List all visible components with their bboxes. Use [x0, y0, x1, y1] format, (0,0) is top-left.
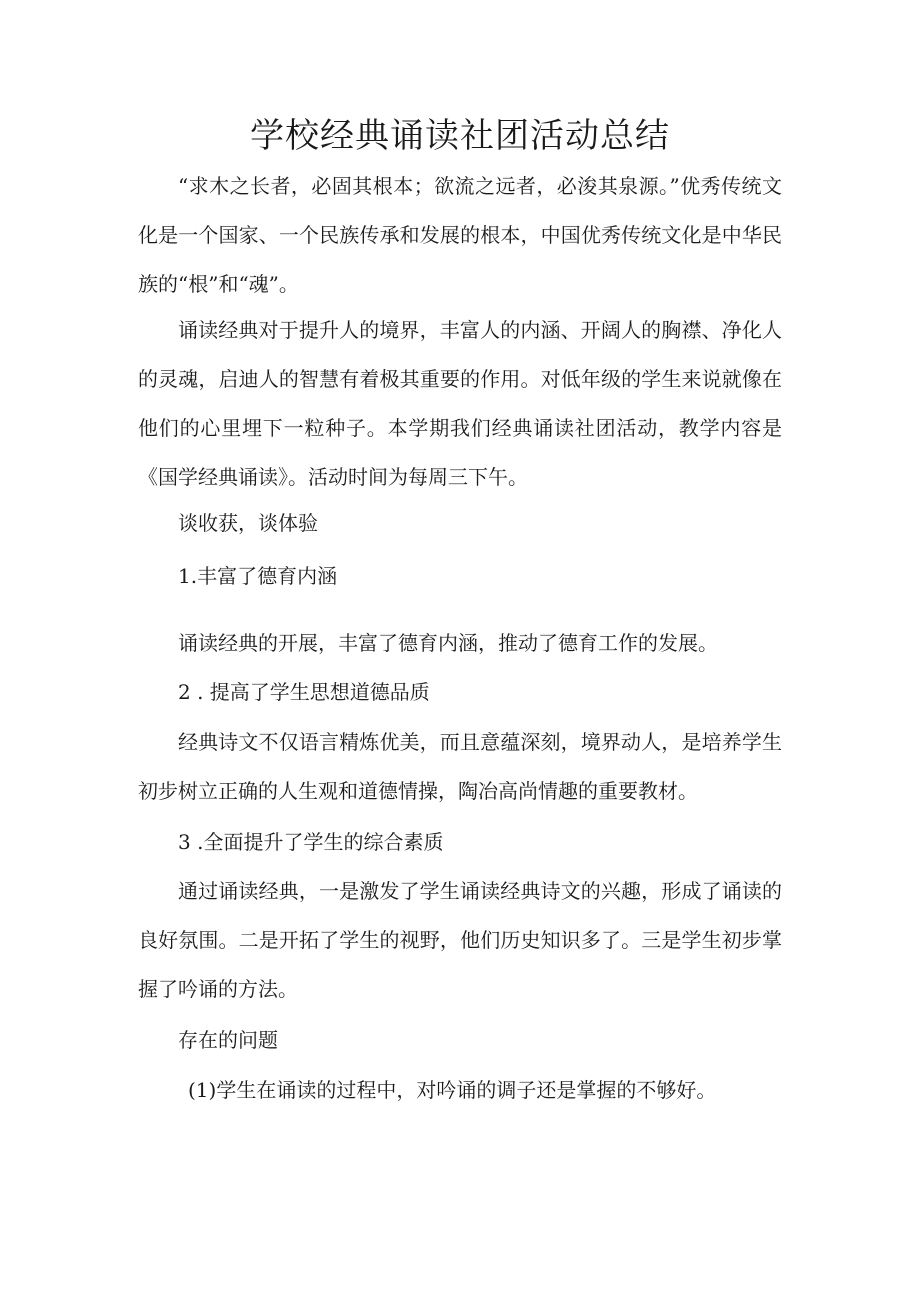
significance-paragraph: 诵读经典对于提升人的境界，丰富人的内涵、开阔人的胸襟、净化人的灵魂，启迪人的智慧有着极其重要的作用。对低年级的学生来说就像在他们的心里埋下一粒种子。本学期我们经典诵读社团活动，教学内容是《国学经典诵读》。活动时间为每周三下午。 — [138, 318, 782, 489]
section-problems-heading: 存在的问题 — [178, 1028, 278, 1052]
problem1-item: (1)学生在诵读的过程中，对吟诵的调子还是掌握的不够好。 — [188, 1078, 717, 1102]
item1-heading: 1.丰富了德育内涵 — [178, 564, 338, 588]
intro-quote-paragraph: “求木之长者，必固其根本；欲流之远者，必浚其泉源。”优秀传统文化是一个国家、一个民族传承和发展的根本，中国优秀传统文化是中华民族的“根”和“魂”。 — [138, 174, 782, 296]
item2-heading: 2 . 提高了学生思想道德品质 — [178, 680, 430, 704]
item3-body: 通过诵读经典，一是激发了学生诵读经典诗文的兴趣，形成了诵读的良好氛围。二是开拓了学生的视野，他们历史知识多了。三是学生初步掌握了吟诵的方法。 — [138, 879, 782, 1001]
document-title: 学校经典诵读社团活动总结 — [250, 116, 670, 156]
section-gains-heading: 谈收获，谈体验 — [178, 511, 318, 535]
item2-body: 经典诗文不仅语言精炼优美，而且意蕴深刻，境界动人，是培养学生初步树立正确的人生观和道德情操，陶冶高尚情趣的重要教材。 — [138, 730, 782, 803]
item3-heading: 3 .全面提升了学生的综合素质 — [178, 830, 444, 854]
item1-body: 诵读经典的开展，丰富了德育内涵，推动了德育工作的发展。 — [178, 631, 718, 655]
